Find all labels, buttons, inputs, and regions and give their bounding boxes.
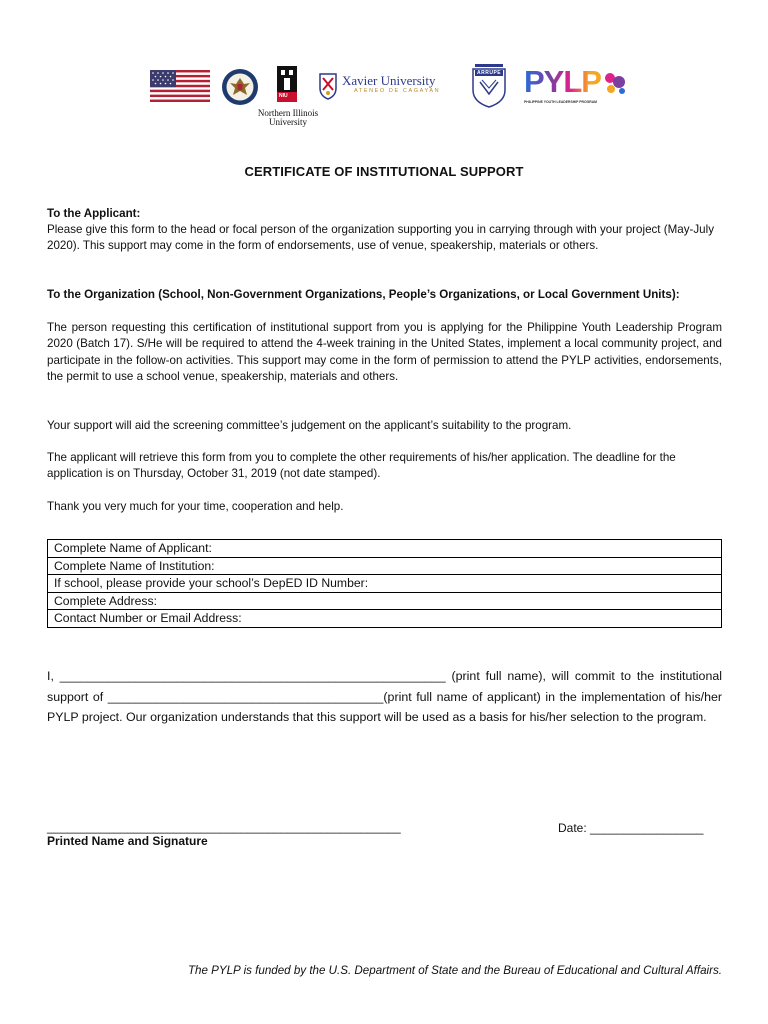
deped-id-field[interactable]: If school, please provide your school’s DepED ID Number: <box>48 575 722 593</box>
arrupe-label: ARRUPE <box>477 70 502 76</box>
contact-field[interactable]: Contact Number or Email Address: <box>48 610 722 628</box>
table-row <box>48 540 722 558</box>
niu-badge: NIU <box>279 93 288 99</box>
retrieve-paragraph: The applicant will retrieve this form from you to complete the other requirements of his/her application. The deadline for the application is on Thursday, October 31, 2019 (not date stamped). <box>47 451 676 481</box>
signature-label: Printed Name and Signature <box>47 834 208 848</box>
pylp-logo-text: PYLP <box>524 64 601 99</box>
applicant-heading: To the Applicant: <box>47 207 141 220</box>
pylp-subtitle: PHILIPPINE YOUTH LEADERSHIP PROGRAM <box>524 100 597 104</box>
organization-body: The person requesting this certification of institutional support from you is applying for the Philippine Youth Leadership Program 2020 (Batch 17). S/He will be required to attend the 4-week training in the United States, implement a local community project, and participate in the follow-on activities. This support may come in the form of permission to attend the PYLP activities, endorsements, the permit to use a school venue, speakership, materials and others. <box>47 321 722 383</box>
signature-line[interactable]: _____________________________________________________ <box>47 820 401 834</box>
niu-name-line2: University <box>269 117 307 127</box>
niu-name-line1: Northern Illinois <box>257 108 319 118</box>
address-field[interactable]: Complete Address: <box>48 592 722 610</box>
organization-heading: To the Organization (School, Non-Government Organizations, People’s Organizations, or Local Government Units): <box>47 288 680 301</box>
applicant-body: Please give this form to the head or focal person of the organization supporting you in carrying through with your project (May-July 2020). This support may come in the form of endorsements, use of venue, speakership, materials or others. <box>47 223 714 253</box>
xavier-name: Xavier University <box>342 73 436 88</box>
applicant-name-field[interactable]: Complete Name of Applicant: <box>48 540 722 558</box>
pylp-splash-icon <box>602 70 628 96</box>
institution-name-field[interactable]: Complete Name of Institution: <box>48 557 722 575</box>
date-field[interactable]: Date: _________________ <box>558 821 704 835</box>
commitment-statement: I, ________________________________________________________ (print full name), will commit to the institutional support of ________________________________________(print full name of applicant) in the implementation of his/her PYLP project. Our organization understands that this support will be used as a basis for his/her selection to the program. <box>47 669 722 724</box>
signature-block <box>47 820 401 848</box>
us-flag-icon <box>150 70 210 102</box>
page-title: CERTIFICATE OF INSTITUTIONAL SUPPORT <box>244 164 524 179</box>
thanks-paragraph: Thank you very much for your time, cooperation and help. <box>47 500 344 513</box>
funding-footer: The PYLP is funded by the U.S. Department of State and the Bureau of Educational and Cultural Affairs. <box>187 964 722 977</box>
support-paragraph: Your support will aid the screening committee’s judgement on the applicant’s suitability to the program. <box>47 419 572 432</box>
table-row <box>48 592 722 610</box>
table-row <box>48 557 722 575</box>
xavier-subtitle: ATENEO DE CAGAYAN <box>354 88 441 94</box>
pylp-wordmark <box>524 64 601 100</box>
xavier-crest-icon <box>318 72 338 100</box>
applicant-info-table <box>47 539 722 628</box>
state-department-seal-icon <box>221 68 259 106</box>
table-row <box>48 610 722 628</box>
logo-row <box>148 62 628 132</box>
table-row <box>48 575 722 593</box>
